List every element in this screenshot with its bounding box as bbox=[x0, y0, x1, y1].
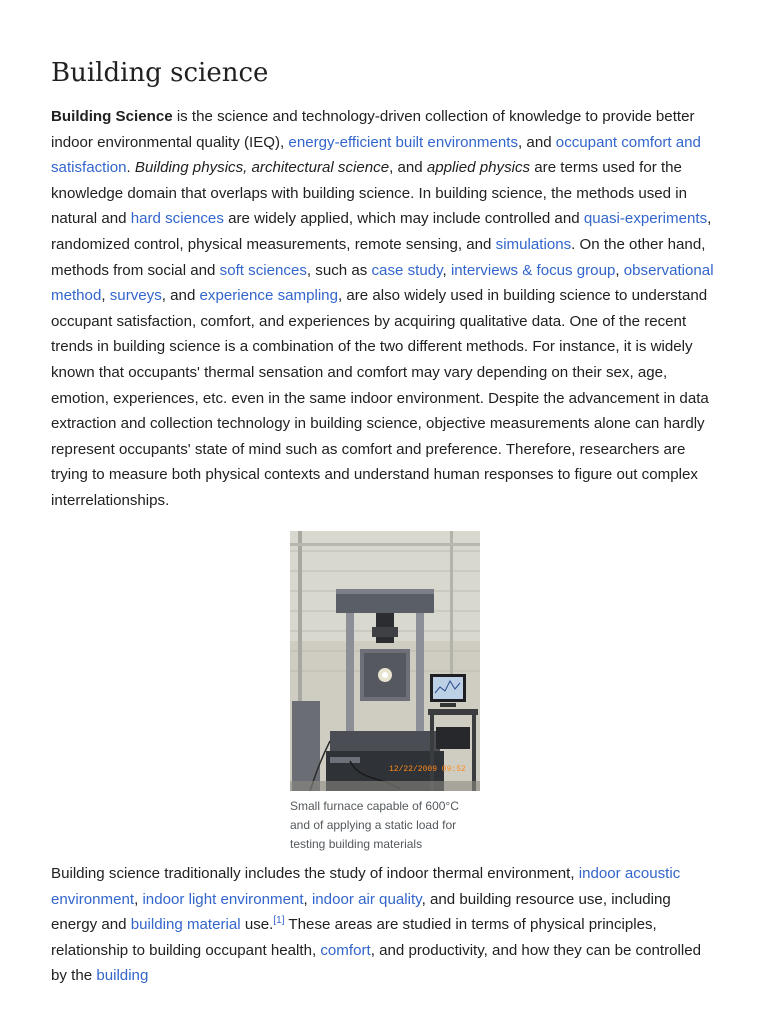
text-span: , bbox=[101, 287, 110, 305]
link-hard-sciences[interactable]: hard sciences bbox=[130, 210, 224, 228]
link-building-material[interactable]: building material bbox=[130, 916, 241, 934]
paragraph-scope bbox=[51, 861, 721, 989]
italic-term: Building physics, architectural science bbox=[134, 159, 390, 177]
link-energy-efficient-built-environments[interactable]: energy-efficient built environments bbox=[288, 133, 519, 151]
text-span: , bbox=[615, 261, 624, 279]
link-comfort[interactable]: comfort bbox=[320, 941, 371, 959]
link-indoor-light-environment[interactable]: indoor light environment bbox=[142, 890, 304, 908]
paragraph-intro bbox=[51, 104, 721, 514]
photo-timestamp: 12/22/2009 09:52 bbox=[389, 765, 466, 774]
text-span: , bbox=[303, 890, 312, 908]
figure-furnace bbox=[290, 531, 480, 854]
text-span: , and productivity, and how they can be controlled by the bbox=[51, 941, 701, 985]
text-span: are widely applied, which may include controlled and bbox=[223, 210, 584, 228]
text-span: , and bbox=[161, 287, 200, 305]
italic-term: applied physics bbox=[426, 159, 531, 177]
link-case-study[interactable]: case study bbox=[371, 261, 443, 279]
link-interviews-focus-group[interactable]: interviews & focus group bbox=[450, 261, 616, 279]
text-span: . bbox=[126, 159, 135, 177]
link-surveys[interactable]: surveys bbox=[109, 287, 162, 305]
text-span: , bbox=[134, 890, 143, 908]
link-building[interactable]: building bbox=[96, 967, 149, 985]
link-experience-sampling[interactable]: experience sampling bbox=[199, 287, 338, 305]
link-indoor-air-quality[interactable]: indoor air quality bbox=[311, 890, 422, 908]
text-span: , bbox=[442, 261, 451, 279]
text-span: , are also widely used in building science to understand occupant satisfaction, comfort, and experiences by acquiring qualitative data. One of the recent trends in building science is a combination of the two different methods. For instance, it is widely known that occupants' thermal sensation and comfort may vary depending on their sex, age, emotion, experiences, etc. even in the same indoor environment. Despite the advancement in data extraction and collection technology in building science, objective measurements alone can hardly represent occupants' state of mind such as comfort and preference. Therefore, researchers are trying to measure both physical contexts and understand human responses to figure out complex interrelationships. bbox=[51, 287, 709, 509]
link-simulations[interactable]: simulations bbox=[495, 235, 572, 253]
link-occupant-comfort-and-satisfaction[interactable]: occupant comfort and satisfaction bbox=[51, 133, 701, 177]
text-span: These areas are studied in terms of physical principles, relationship to building occupant health, bbox=[51, 916, 657, 959]
bold-term: Building Science bbox=[51, 108, 173, 125]
text-span: use. bbox=[240, 916, 274, 934]
link-quasi-experiments[interactable]: quasi-experiments bbox=[583, 210, 708, 228]
text-span: . On the other hand, methods from social and bbox=[51, 235, 706, 279]
figure-caption: Small furnace capable of 600°C and of applying a static load for testing building materials bbox=[290, 799, 459, 851]
text-span: , randomized control, physical measurements, remote sensing, and bbox=[51, 210, 712, 253]
text-span: Building science traditionally includes the study of indoor thermal environment, bbox=[51, 865, 579, 882]
text-span: , and bbox=[389, 159, 427, 177]
page-title: Building science bbox=[51, 58, 269, 88]
link-observational-method[interactable]: observational method bbox=[51, 261, 714, 305]
link-indoor-acoustic-environment[interactable]: indoor acoustic environment bbox=[51, 865, 681, 908]
text-span: , and building resource use, including energy and bbox=[51, 890, 671, 934]
text-span: , such as bbox=[306, 261, 372, 279]
furnace-photo[interactable] bbox=[290, 531, 480, 791]
reference-link-1[interactable]: [1] bbox=[273, 915, 285, 927]
link-soft-sciences[interactable]: soft sciences bbox=[219, 261, 307, 279]
text-span: are terms used for the knowledge domain that overlaps with building science. In building science, the methods used in natural and bbox=[51, 159, 688, 228]
text-span: , and bbox=[518, 133, 556, 151]
text-span: is the science and technology-driven collection of knowledge to provide better indoor environmental quality (IEQ), bbox=[51, 108, 695, 151]
